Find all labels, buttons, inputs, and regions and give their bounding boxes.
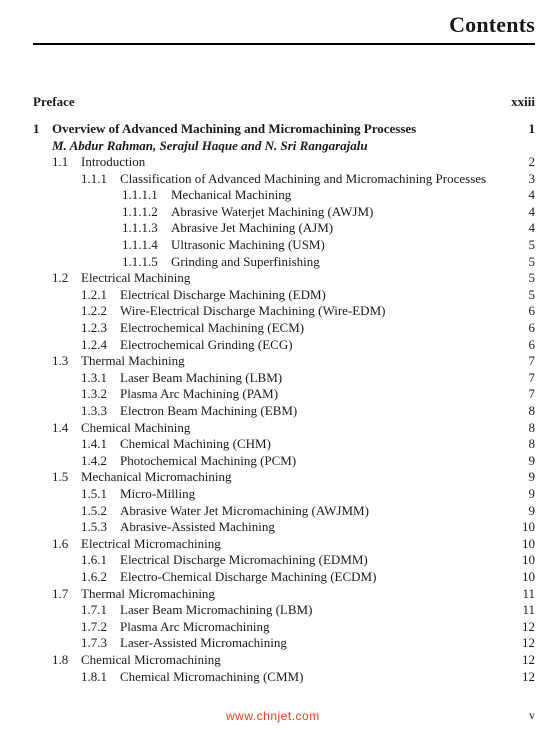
toc-entry-title: Ultrasonic Machining (USM) bbox=[171, 237, 325, 252]
toc-entry-number: 1.1.1.1 bbox=[122, 187, 158, 203]
toc-entry-row[interactable] bbox=[33, 303, 535, 319]
toc-entry-page: 5 bbox=[528, 253, 535, 269]
toc-entry-page: 5 bbox=[528, 237, 535, 252]
toc-chapter-row[interactable] bbox=[33, 121, 535, 137]
toc-entry-number: 1.7 bbox=[52, 585, 69, 601]
toc-entry-row[interactable] bbox=[33, 237, 535, 253]
toc-entry-number: 1.6.1 bbox=[81, 552, 107, 568]
toc-entry-page: 9 bbox=[528, 469, 535, 485]
toc-entry-page: 10 bbox=[522, 535, 535, 551]
title-rule bbox=[33, 43, 535, 45]
toc-entry-title: Micro-Milling bbox=[120, 486, 196, 501]
toc-entry-title: Electrochemical Machining (ECM) bbox=[120, 320, 305, 335]
toc-entry-row[interactable] bbox=[33, 552, 535, 568]
toc-entry-title: Plasma Arc Machining (PAM) bbox=[120, 386, 279, 402]
toc-entry-row[interactable] bbox=[33, 652, 535, 668]
toc-entry-title: Electrical Discharge Micromachining (EDMM) bbox=[120, 552, 368, 568]
toc-entry-page: 5 bbox=[528, 286, 535, 302]
toc-entry-row[interactable] bbox=[33, 619, 535, 635]
toc-entry-title: Electrical Machining bbox=[81, 270, 191, 286]
toc-entry-number: 1.2.4 bbox=[81, 336, 107, 352]
toc-entry-number: 1.1.1.3 bbox=[122, 220, 158, 236]
toc-entry-number: 1.1.1.2 bbox=[122, 203, 158, 219]
toc-entry-row[interactable] bbox=[33, 287, 535, 303]
toc-entry-row[interactable] bbox=[33, 420, 535, 436]
toc-entry-page: 11 bbox=[522, 602, 535, 618]
toc-entry-page: 9 bbox=[528, 452, 535, 468]
toc-entry-page: 6 bbox=[528, 320, 535, 335]
toc-entry-title: Grinding and Superfinishing bbox=[171, 253, 320, 269]
toc-entry-row[interactable] bbox=[33, 220, 535, 236]
chapter-title: Overview of Advanced Machining and Micromachining Processes bbox=[52, 121, 417, 136]
toc-entry-title: Abrasive Waterjet Machining (AWJM) bbox=[171, 203, 374, 219]
chapter-page: 1 bbox=[528, 121, 535, 136]
toc-entry-number: 1.3.2 bbox=[81, 386, 107, 402]
toc-entry-number: 1.2.3 bbox=[81, 320, 107, 335]
toc-entry-title: Plasma Arc Micromachining bbox=[120, 618, 270, 634]
toc-entry-page: 8 bbox=[528, 403, 535, 418]
toc-entry-page: 10 bbox=[522, 552, 535, 568]
toc-entry-row[interactable] bbox=[33, 436, 535, 452]
toc-entry-page: 8 bbox=[528, 436, 535, 452]
toc-entry-number: 1.1.1.5 bbox=[122, 253, 158, 269]
toc-entry-row[interactable] bbox=[33, 403, 535, 419]
toc-entry-page: 3 bbox=[528, 170, 535, 186]
toc-entry-page: 12 bbox=[522, 618, 535, 634]
toc-entry-number: 1.1.1.4 bbox=[122, 237, 158, 252]
toc-entry-title: Thermal Micromachining bbox=[81, 585, 215, 601]
toc-entry-title: Chemical Micromachining (CMM) bbox=[120, 668, 304, 684]
toc-entry-title: Photochemical Machining (PCM) bbox=[120, 452, 297, 468]
toc-entry-page: 7 bbox=[528, 353, 535, 369]
toc-entry-page: 11 bbox=[522, 585, 535, 601]
toc-entry-title: Abrasive Water Jet Micromachining (AWJMM) bbox=[120, 502, 369, 518]
toc-entry-row[interactable] bbox=[33, 469, 535, 485]
toc-entry-page: 2 bbox=[528, 154, 535, 169]
toc-entry-number: 1.3 bbox=[52, 353, 69, 369]
toc-entry-number: 1.6 bbox=[52, 535, 69, 551]
toc-entry-number: 1.7.3 bbox=[81, 635, 107, 651]
toc-entry-title: Thermal Machining bbox=[81, 353, 185, 369]
toc-entry-title: Wire-Electrical Discharge Machining (Wire-EDM) bbox=[120, 303, 386, 319]
chapter-number: 1 bbox=[33, 121, 40, 136]
toc-entry-title: Electro-Chemical Discharge Machining (ECDM) bbox=[120, 569, 377, 584]
toc-entry-row[interactable] bbox=[33, 254, 535, 270]
toc-entry-number: 1.4.2 bbox=[81, 452, 107, 468]
toc-entry-number: 1.4.1 bbox=[81, 436, 107, 452]
toc-entry-number: 1.2 bbox=[52, 270, 69, 286]
toc-entry-page: 10 bbox=[522, 569, 535, 584]
toc-entry-row[interactable] bbox=[33, 270, 535, 286]
toc-entry-number: 1.6.2 bbox=[81, 569, 107, 584]
toc-entry-page: 12 bbox=[522, 635, 535, 651]
toc-entry-number: 1.7.1 bbox=[81, 602, 107, 618]
toc-entry-row[interactable] bbox=[33, 635, 535, 651]
toc-entry-row[interactable] bbox=[33, 171, 535, 187]
toc-entry-number: 1.5.1 bbox=[81, 486, 107, 501]
toc-entry-page: 10 bbox=[522, 519, 535, 535]
toc-entry-page: 4 bbox=[528, 187, 535, 203]
toc-entry-row[interactable] bbox=[33, 370, 535, 386]
toc-entry-title: Mechanical Machining bbox=[171, 187, 292, 203]
toc-entry-page: 7 bbox=[528, 386, 535, 402]
toc-entry-title: Chemical Micromachining bbox=[81, 652, 221, 667]
page-title: Contents bbox=[449, 12, 535, 37]
toc-entry-title: Laser-Assisted Micromachining bbox=[120, 635, 287, 651]
toc-entry-page: 4 bbox=[528, 220, 535, 236]
toc-entry-page: 6 bbox=[528, 303, 535, 319]
toc-entry-number: 1.1.1 bbox=[81, 170, 107, 186]
toc-entry-page: 12 bbox=[522, 668, 535, 684]
toc-entry-number: 1.5.2 bbox=[81, 502, 107, 518]
chapter-authors: M. Abdur Rahman, Serajul Haque and N. Sri Rangarajalu bbox=[52, 138, 368, 153]
toc-entry-title: Electrochemical Grinding (ECG) bbox=[120, 336, 293, 352]
toc-entry-row[interactable] bbox=[33, 453, 535, 469]
watermark: www.chnjet.com bbox=[226, 709, 320, 723]
toc-entry-row[interactable] bbox=[33, 602, 535, 618]
toc-entry-title: Abrasive-Assisted Machining bbox=[120, 519, 275, 535]
toc-entry-row[interactable] bbox=[33, 154, 535, 170]
toc-entry-row[interactable] bbox=[33, 353, 535, 369]
toc-entry-page: 8 bbox=[528, 419, 535, 435]
toc-entry-row[interactable] bbox=[33, 503, 535, 519]
preface-page: xxiii bbox=[511, 94, 535, 109]
toc-entry-row[interactable] bbox=[33, 569, 535, 585]
toc-entry-number: 1.4 bbox=[52, 419, 69, 435]
toc-entry-page: 9 bbox=[528, 502, 535, 518]
toc-entry-row[interactable] bbox=[33, 486, 535, 502]
toc-entry-title: Chemical Machining (CHM) bbox=[120, 436, 271, 452]
toc-entry-number: 1.8 bbox=[52, 652, 69, 667]
toc-entry-title: Electrical Micromachining bbox=[81, 535, 221, 551]
toc-entry-page: 5 bbox=[528, 270, 535, 286]
toc-entry-title: Mechanical Micromachining bbox=[81, 469, 232, 485]
toc-entry-row[interactable] bbox=[33, 519, 535, 535]
toc-entry-number: 1.5 bbox=[52, 469, 69, 485]
toc-entry-page: 12 bbox=[522, 652, 535, 667]
toc-entry-row[interactable] bbox=[33, 669, 535, 685]
page-number: v bbox=[529, 708, 535, 722]
toc-entry-row[interactable] bbox=[33, 320, 535, 336]
preface-label: Preface bbox=[33, 94, 75, 109]
toc-entry-row[interactable] bbox=[33, 187, 535, 203]
chapter-authors-row bbox=[33, 138, 535, 154]
toc-entry-number: 1.1 bbox=[52, 154, 69, 169]
toc-entry-number: 1.5.3 bbox=[81, 519, 107, 535]
toc-entry-row[interactable] bbox=[33, 337, 535, 353]
toc-entry-page: 9 bbox=[528, 486, 535, 501]
toc-entry-number: 1.2.2 bbox=[81, 303, 107, 319]
toc-preface-row[interactable] bbox=[33, 94, 535, 110]
toc-entry-row[interactable] bbox=[33, 536, 535, 552]
toc-entry-title: Electron Beam Machining (EBM) bbox=[120, 403, 298, 418]
toc-entry-page: 7 bbox=[528, 369, 535, 385]
toc-entry-page: 6 bbox=[528, 336, 535, 352]
toc-entry-title: Chemical Machining bbox=[81, 419, 191, 435]
toc-entry-page: 4 bbox=[528, 203, 535, 219]
toc-entry-title: Laser Beam Micromachining (LBM) bbox=[120, 602, 313, 618]
toc-entry-title: Classification of Advanced Machining and Micromachining Processes bbox=[120, 170, 487, 186]
toc-entry-number: 1.8.1 bbox=[81, 668, 107, 684]
toc-entry-title: Introduction bbox=[81, 154, 146, 169]
toc-entry-row[interactable] bbox=[33, 386, 535, 402]
toc-entry-row[interactable] bbox=[33, 586, 535, 602]
toc-entry-title: Laser Beam Machining (LBM) bbox=[120, 369, 283, 385]
toc-entry-number: 1.7.2 bbox=[81, 618, 107, 634]
toc-entry-number: 1.2.1 bbox=[81, 286, 107, 302]
toc-entry-title: Abrasive Jet Machining (AJM) bbox=[171, 220, 334, 236]
toc-entry-number: 1.3.1 bbox=[81, 369, 107, 385]
toc-entry-number: 1.3.3 bbox=[81, 403, 107, 418]
toc-entry-row[interactable] bbox=[33, 204, 535, 220]
toc-entry-title: Electrical Discharge Machining (EDM) bbox=[120, 286, 326, 302]
